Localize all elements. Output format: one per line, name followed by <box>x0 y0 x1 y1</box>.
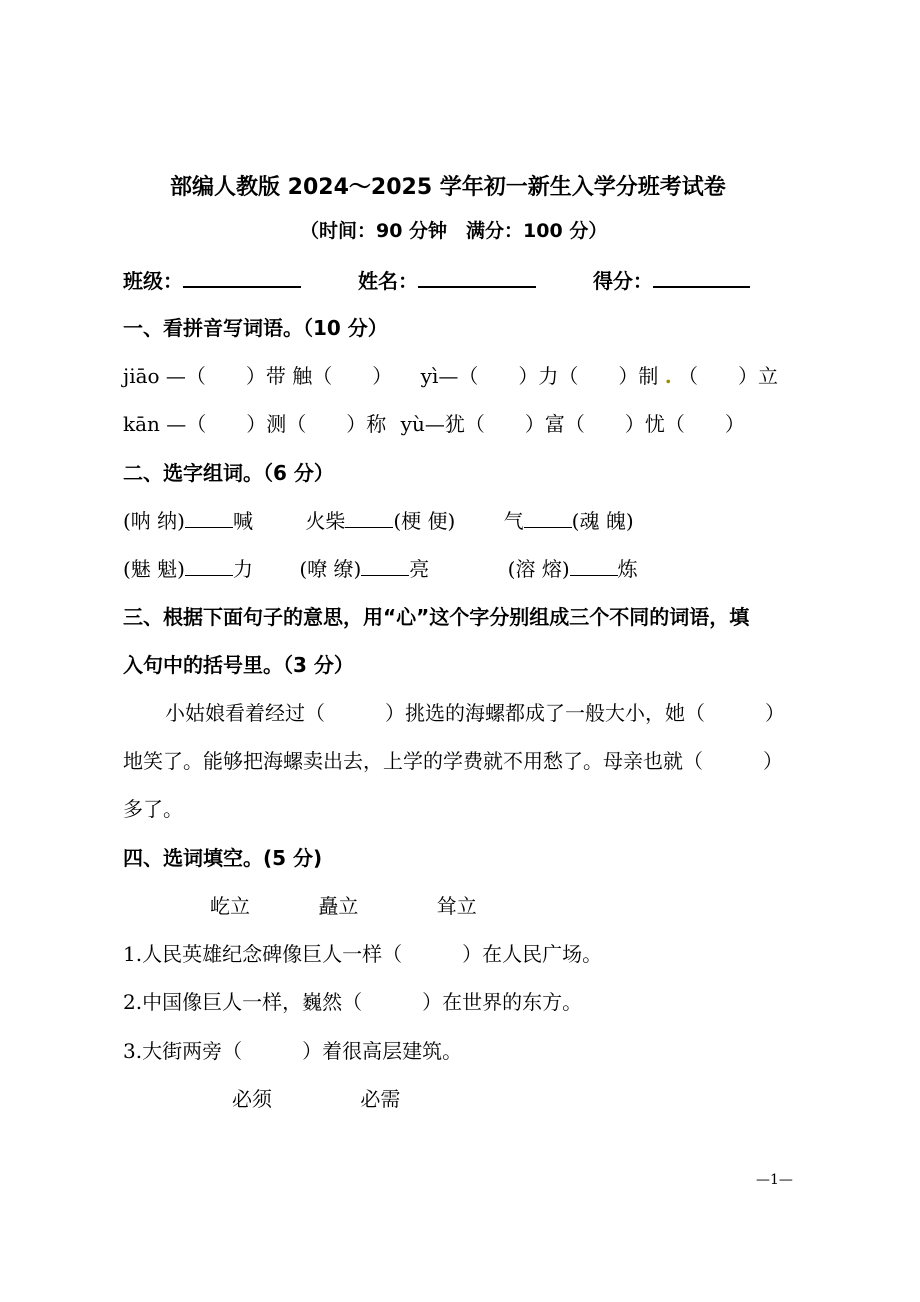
page-number: —1— <box>756 1172 793 1188</box>
pinyin-line-1 <box>123 364 778 388</box>
choice-hun: (魂 魄) <box>571 509 634 533</box>
score-label: 得分： <box>592 269 653 293</box>
header-fields <box>123 268 750 293</box>
class-blank[interactable] <box>183 268 301 288</box>
choice-prefix: 火柴 <box>305 509 346 533</box>
choice-mei: (魅 魁) <box>123 557 185 581</box>
score-blank[interactable] <box>653 268 750 288</box>
choice-blank[interactable] <box>185 557 233 576</box>
word-option: 屹立 <box>210 894 250 918</box>
section3-para-3: 多了。 <box>123 797 183 821</box>
word-option: 必需 <box>360 1087 401 1111</box>
section3-para-1: 小姑娘看着经过（ ）挑选的海螺都成了一般大小，她（ ） <box>165 701 785 725</box>
pinyin-kan: kān —（ ）测（ ）称 <box>123 412 387 436</box>
section3-para-2: 地笑了。能够把海螺卖出去，上学的学费就不用愁了。母亲也就（ ） <box>123 749 783 773</box>
question-2: 2.中国像巨人一样，巍然（ ）在世界的东方。 <box>123 990 583 1014</box>
name-blank[interactable] <box>418 268 536 288</box>
pinyin-yu: yù—犹（ ）富（ ）忧（ ） <box>400 412 745 436</box>
word-options-1 <box>210 894 477 918</box>
word-choice-row-1 <box>123 509 634 533</box>
choice-suffix: 力 <box>232 557 253 581</box>
pinyin-line-2 <box>123 412 745 436</box>
question-3: 3.大街两旁（ ）着很高层建筑。 <box>123 1039 463 1063</box>
choice-blank[interactable] <box>345 509 393 528</box>
choice-na: (呐 纳) <box>123 509 185 533</box>
choice-blank[interactable] <box>570 557 618 576</box>
word-options-2 <box>232 1087 400 1111</box>
choice-geng: (梗 便) <box>393 509 456 533</box>
section4-heading: 四、选词填空。(5 分) <box>123 846 323 870</box>
exam-subtitle: （时间：90 分钟 满分：100 分） <box>300 220 608 242</box>
word-option: 矗立 <box>318 894 359 918</box>
choice-suffix: 炼 <box>617 557 638 581</box>
word-choice-row-2 <box>123 557 638 581</box>
choice-blank[interactable] <box>185 509 233 528</box>
choice-suffix: 亮 <box>409 557 430 581</box>
question-1: 1.人民英雄纪念碑像巨人一样（ ）在人民广场。 <box>123 942 603 966</box>
word-option: 耸立 <box>436 894 477 918</box>
section1-heading: 一、看拼音写词语。（10 分） <box>123 316 388 340</box>
choice-blank[interactable] <box>361 557 409 576</box>
pinyin-yi: yì—（ ）力（ ）制 <box>420 364 659 388</box>
name-label: 姓名： <box>357 269 418 293</box>
choice-rong: (溶 熔) <box>507 557 570 581</box>
choice-blank[interactable] <box>524 509 572 528</box>
pinyin-yi-li: （ ）立 <box>678 364 779 388</box>
mark-dot: . <box>664 364 672 388</box>
section3-heading-1: 三、根据下面句子的意思，用“心”这个字分别组成三个不同的词语，填 <box>123 605 750 629</box>
exam-title: 部编人教版 2024～2025 学年初一新生入学分班考试卷 <box>170 175 726 200</box>
word-option: 必须 <box>232 1087 272 1111</box>
choice-suffix: 喊 <box>232 509 253 533</box>
choice-liao: (嘹 缭) <box>299 557 362 581</box>
section2-heading: 二、选字组词。（6 分） <box>123 461 334 485</box>
section3-heading-2: 入句中的括号里。（3 分） <box>123 653 354 677</box>
pinyin-jiao: jiāo —（ ）带 触（ ） <box>123 364 393 388</box>
class-label: 班级： <box>123 269 183 293</box>
choice-prefix: 气 <box>503 509 524 533</box>
